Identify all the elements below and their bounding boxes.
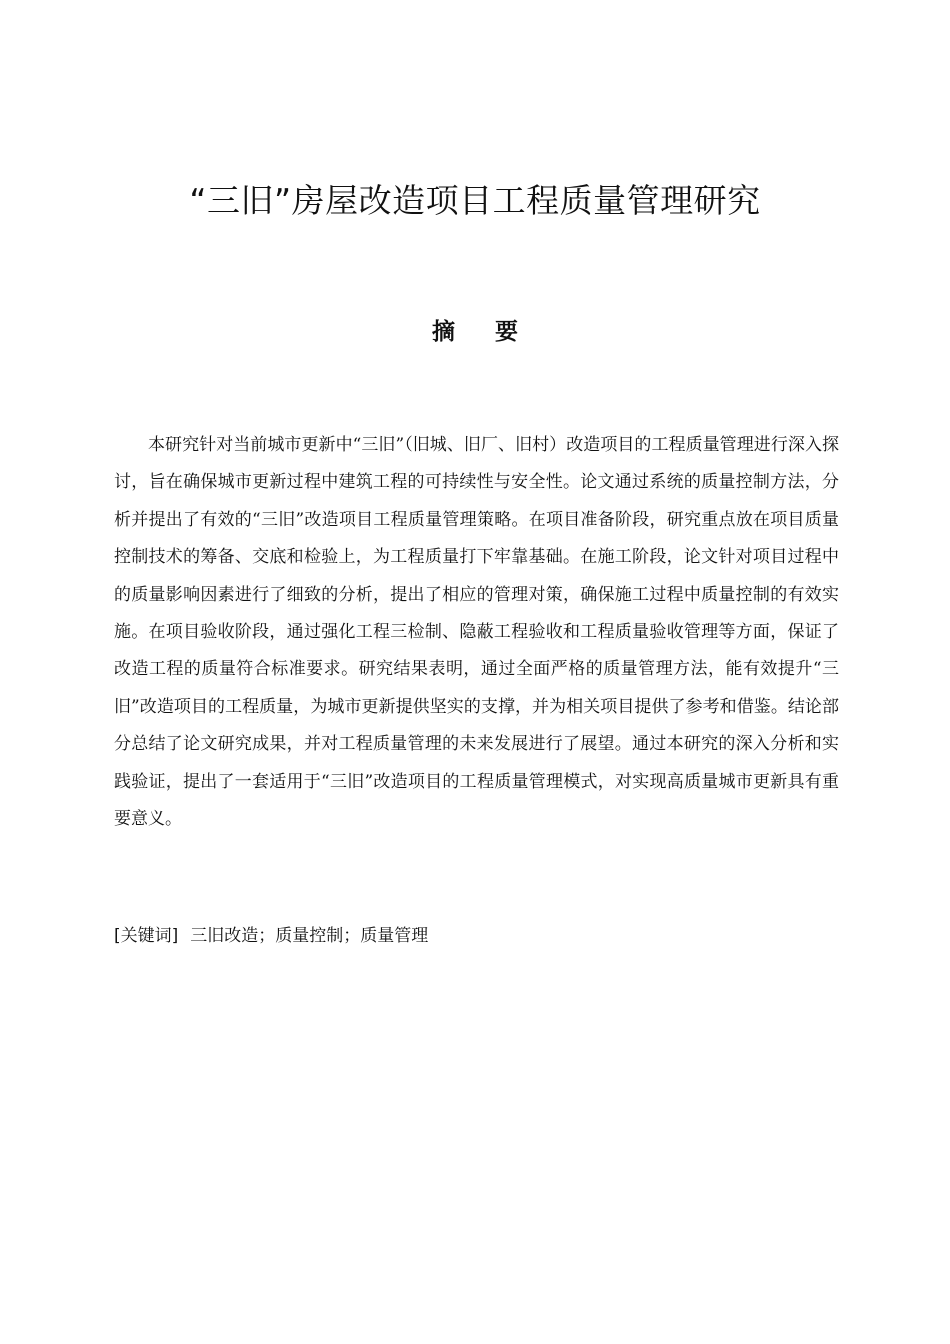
keywords-text: 三旧改造；质量控制；质量管理 <box>190 926 429 946</box>
abstract-heading: 摘要 <box>432 319 558 345</box>
paper-title: “三旧”房屋改造项目工程质量管理研究 <box>189 181 761 220</box>
keywords-label: [关键词] <box>114 926 179 946</box>
keywords-line <box>114 919 839 953</box>
abstract-body: 本研究针对当前城市更新中“三旧”（旧城、旧厂、旧村）改造项目的工程质量管理进行深入探讨，旨在确保城市更新过程中建筑工程的可持续性与安全性。论文通过系统的质量控制方法，分析并提出了有效的“三旧”改造项目工程质量管理策略。在项目准备阶段，研究重点放在项目质量控制技术的筹备、交底和检验上，为工程质量打下牢靠基础。在施工阶段，论文针对项目过程中的质量影响因素进行了细致的分析，提出了相应的管理对策，确保施工过程中质量控制的有效实施。在项目验收阶段，通过强化工程三检制、隐蔽工程验收和工程质量验收管理等方面，保证了改造工程的质量符合标准要求。研究结果表明，通过全面严格的质量管理方法，能有效提升“三旧”改造项目的工程质量，为城市更新提供坚实的支撑，并为相关项目提供了参考和借鉴。结论部分总结了论文研究成果，并对工程质量管理的未来发展进行了展望。通过本研究的深入分析和实践验证，提出了一套适用于“三旧”改造项目的工程质量管理模式，对实现高质量城市更新具有重要意义。 <box>114 435 839 830</box>
